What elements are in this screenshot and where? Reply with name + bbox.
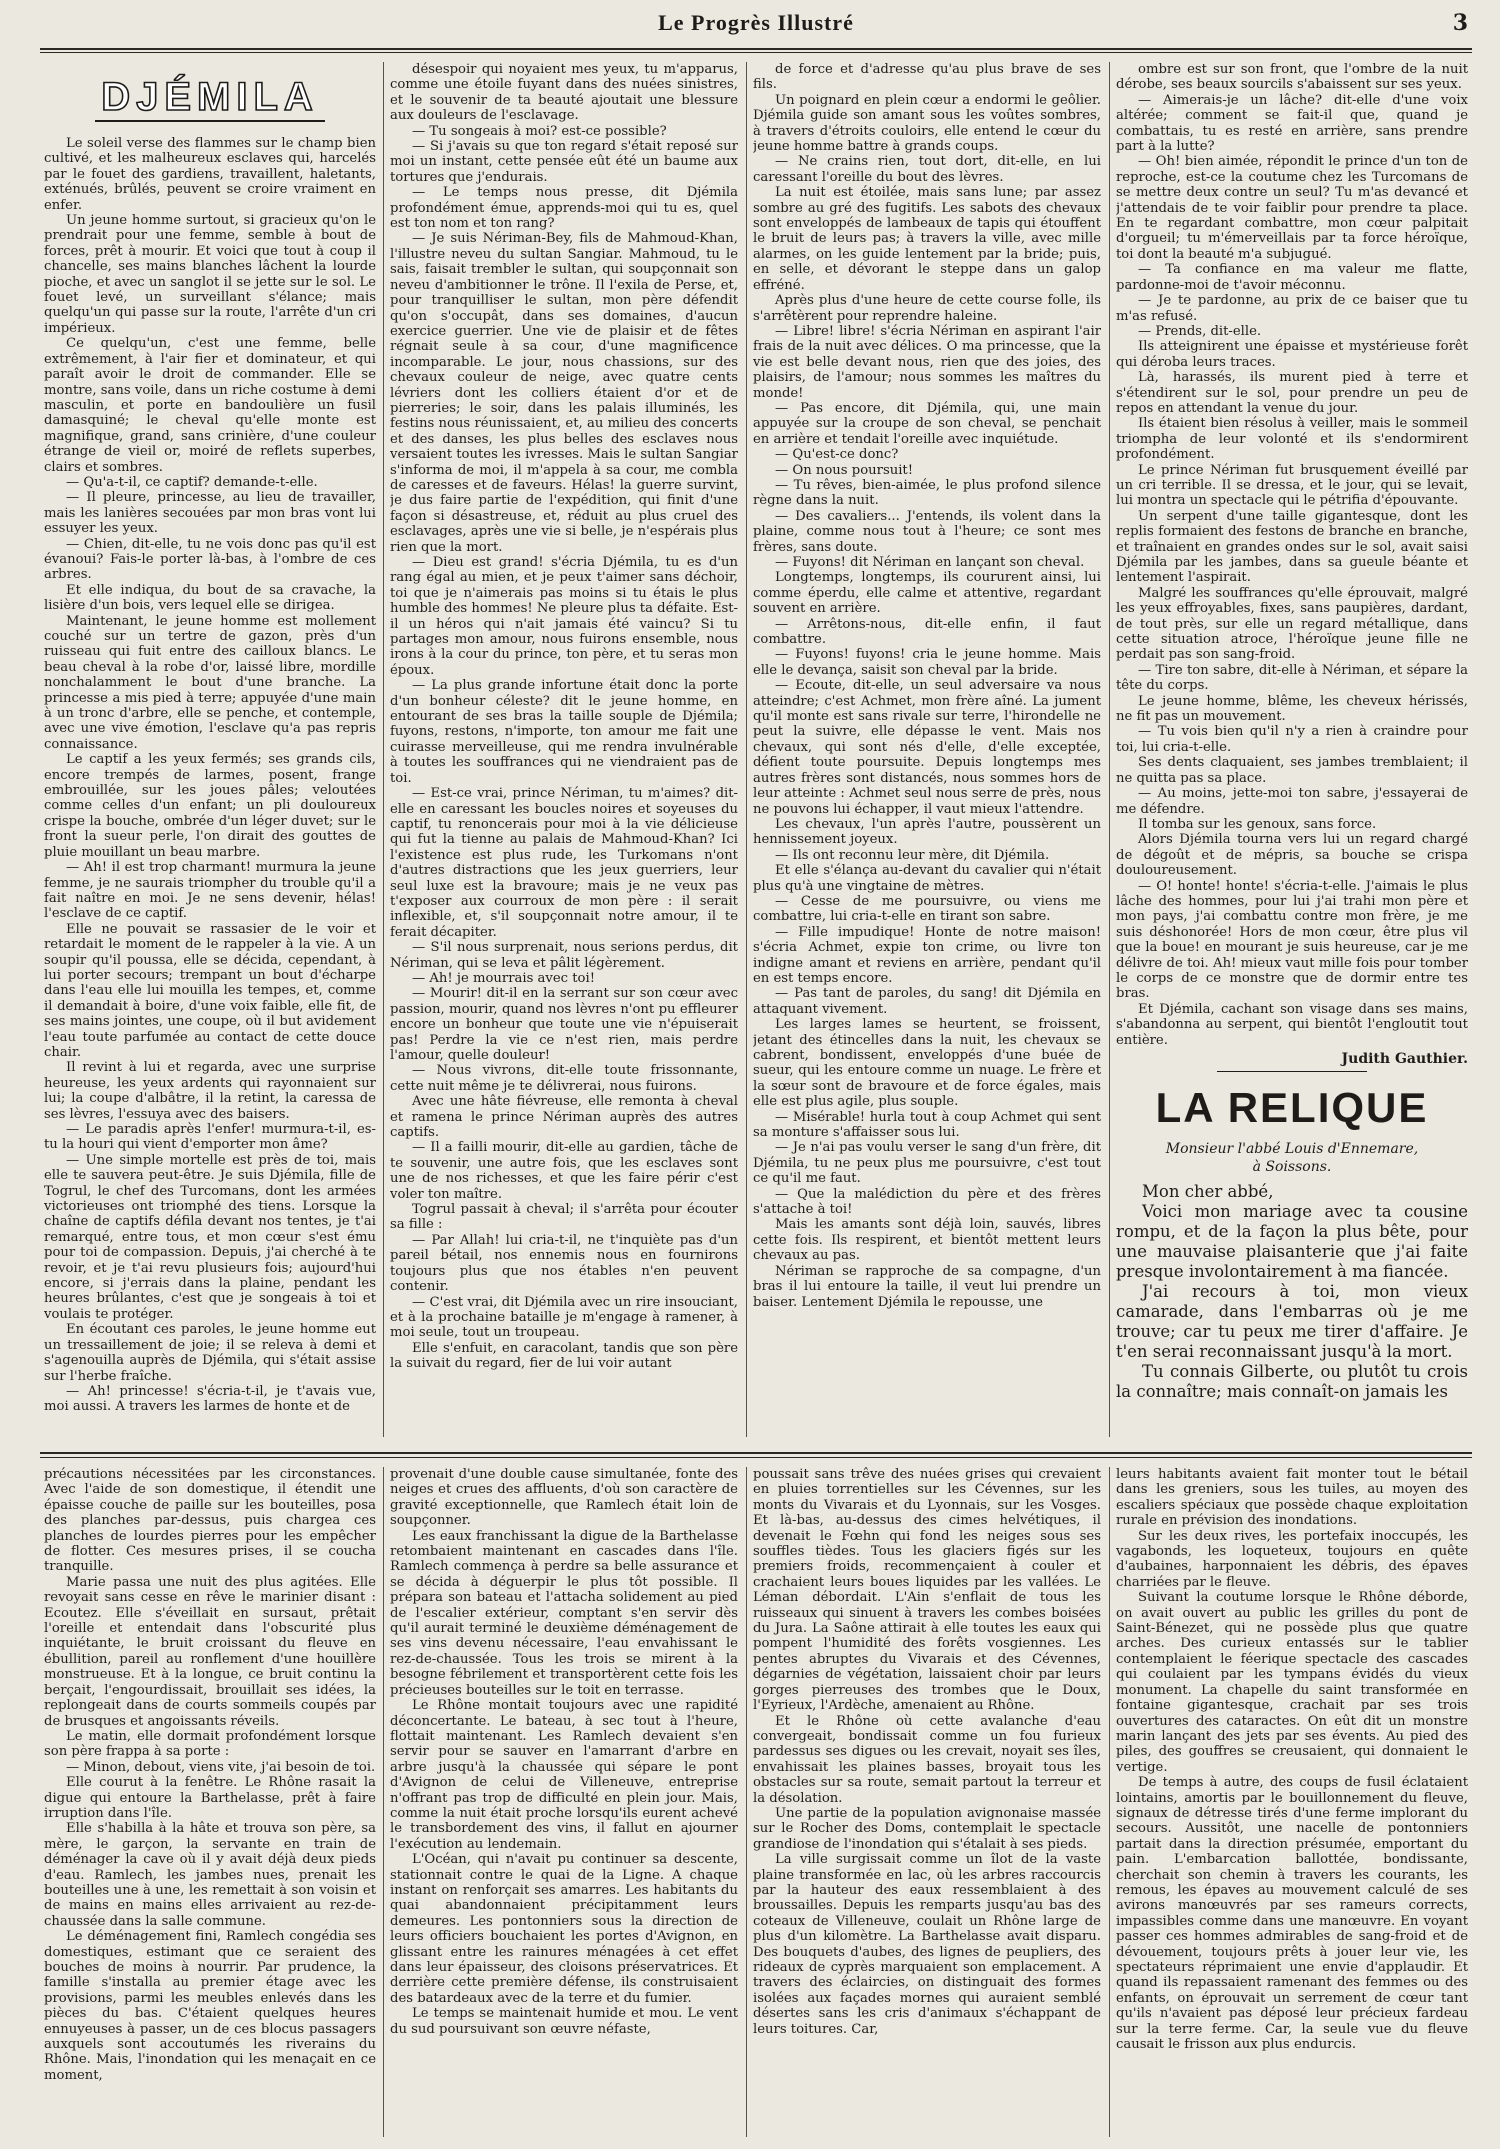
paragraph: Les larges lames se heurtent, se froissent, jetant des étincelles dans la nuit, les chevaux se cabrent, bondissent, enveloppés d'une buée de sueur, qui les entoure comme un nuage. Le frère et la sœur sont de bravoure et de force égales, mais elle est plus agile, plus souple. [753,1017,1101,1110]
paragraph: Mais les amants sont déjà loin, sauvés, libres cette fois. Ils respirent, et bientôt mettent leurs chevaux au pas. [753,1217,1101,1264]
masthead: Le Progrès Illustré [658,10,854,35]
paragraph: — Il pleure, princesse, au lieu de travailler, mais les lanières secouées par mon bras vont lui essuyer les yeux. [44,490,376,537]
header-rule-thin [40,52,1472,53]
paragraph: Le Rhône montait toujours avec une rapidité déconcertante. Le bateau, à sec tout à l'heure, flottait maintenant. Les Ramlech devaient s'en servir pour se sauver en l'amarrant d'arbre en arbre jusqu'à la chaussée qui sépare le pont d'Avignon de celui de Villeneuve, entreprise n'offrant pas trop de difficulté en plein jour. Mais, comme la nuit était proche lorsqu'ils eurent achevé le transbordement des vins, il fallut en ajourner l'exécution au lendemain. [390,1698,738,1852]
paragraph: Et le Rhône où cette avalanche d'eau convergeait, bondissait comme un fou furieux pardessus ses digues ou les crevait, noyait ses îles, envahissait les plaines basses, broyait tous les obstacles sur sa route, semait partout la terreur et la désolation. [753,1713,1101,1806]
paragraph: De temps à autre, des coups de fusil éclataient lointains, amortis par le bouillonnement du fleuve, signaux de détresse tirés d'une ferme implorant du secours. Aussitôt, une nacelle de pontonniers partait dans la direction présumée, emportant du pain. L'embarcation ballottée, bondissante, cherchait son chemin à travers les courants, les remous, les épaves au mouvement calculé de ses avirons manœuvrés par ses rameurs corrects, impassibles comme dans une manœuvre. En voyant passer ces hommes admirables de sang-froid et de dévouement, toujours prêts à jouer leur vie, les spectateurs réprimaient une envie d'applaudir. Et quand ils repassaient ramenant des femmes ou des enfants, on éprouvait un serrement de cœur tant qu'ils n'avaient pas déposé leur précieux fardeau sur la terre ferme. Car, la seule vue du fleuve causait le frisson aux plus endurcis. [1116,1775,1468,2053]
paragraph: — Le temps nous presse, dit Djémila profondément émue, apprends-moi qui tu es, quel est ton nom et ton rang? [390,185,738,232]
paragraph: — Si j'avais su que ton regard s'était reposé sur moi un instant, cette pensée eût été un baume aux tortures que j'endurais. [390,139,738,185]
djemila-column-1 [44,62,376,1437]
paragraph: Après plus d'une heure de cette course folle, ils s'arrêtèrent pour reprendre haleine. [753,293,1101,324]
paragraph: Le prince Nériman fut brusquement éveillé par un cri terrible. Il se dressa, et le jour, qui se levait, lui montra un spectacle qui le pétrifia d'épouvante. [1116,462,1468,509]
signature-divider [1217,1071,1367,1072]
paragraph: La ville surgissait comme un îlot de la vaste plaine transformée en lac, où les arbres raccourcis par la hauteur des eaux ressemblaient à des broussailles. Depuis les remparts jusqu'au bas des coteaux de Villeneuve, coulait un Rhône large de plus d'un kilomètre. La Barthelasse avait disparu. Des bouquets d'aubes, des lignes de peupliers, des rideaux de cyprès marquaient son emplacement. A travers des éclaircies, on distinguait des formes isolées aux façades mornes qui auraient semblé désertes sans les cris d'animaux s'échappant de leurs toitures. Car, [753,1852,1101,2037]
djemila-col3-body [753,62,1101,1310]
paragraph: Il revint à lui et regarda, avec une surprise heureuse, les yeux ardents qui rayonnaient sur lui; la coupe d'albâtre, il la retint, la caressa de ses lèvres, l'essuya avec des baisers. [44,1060,376,1122]
paragraph: — La plus grande infortune était donc la porte d'un bonheur céleste? dit le jeune homme, en entourant de ses bras la taille souple de Djémila; fuyons, restons, n'importe, ton amour me fait une cuirasse merveilleuse, qui me rendra invulnérable à toutes les souffrances qui ne viendraient pas de toi. [390,678,738,786]
paragraph: — Je n'ai pas voulu verser le sang d'un frère, dit Djémila, tu ne peux plus me poursuivre, c'est tout ce qu'il me faut. [753,1140,1101,1187]
paragraph: Malgré les souffrances qu'elle éprouvait, malgré les yeux effroyables, fixes, sans paupières, dardant, de tout près, sur elle un regard métallique, dans cette situation atroce, l'héroïque jeune fille ne perdait pas son sang-froid. [1116,585,1468,663]
paragraph: Avec une hâte fiévreuse, elle remonta à cheval et ramena le prince Nériman auprès des autres captifs. [390,1094,738,1141]
paragraph: — Nous vivrons, dit-elle toute frissonnante, cette nuit même je te délivrerai, nous fuirons. [390,1063,738,1094]
paragraph: En écoutant ces paroles, le jeune homme eut un tressaillement de joie; il se releva à demi et s'agenouilla auprès de Djémila, qui s'était assise sur l'herbe fraîche. [44,1322,376,1384]
paragraph: Togrul passait à cheval; il s'arrêta pour écouter sa fille : [390,1202,738,1233]
paragraph: Voici mon mariage avec ta cousine rompu, et de la façon la plus bête, pour une mauvaise plaisanterie que j'ai faite presque involontairement à ma fiancée. [1116,1202,1468,1282]
paragraph: — C'est vrai, dit Djémila avec un rire insouciant, et à la prochaine bataille je m'engage à ramener, à moi seule, tout un troupeau. [390,1294,738,1341]
paragraph: — Oh! bien aimée, répondit le prince d'un ton de reproche, est-ce la coutume chez les Turcomans de se mettre deux contre un seul? Tu m'as devancé et j'attendais de te voir faiblir pour prendre ta place. En te regardant combattre, mon cœur palpitait d'orgueil; tu m'émerveillais par ta force héroïque, toi dont la beauté m'a subjugué. [1116,154,1468,262]
paragraph: Marie passa une nuit des plus agitées. Elle revoyait sans cesse en rêve le marinier disant : Ecoutez. Elle s'éveillait en sursaut, prêtait l'oreille et entendait dans l'obscurité plus inquiétante, le bruit croissant du fleuve en ébullition, pareil au ronflement d'une houillère monstrueuse. Et à la longue, ce bruit continu la berçait, l'engourdissait, brouillait ses idées, la replongeait dans de courts sommeils coupés par de brusques et angoissants réveils. [44,1574,376,1729]
paragraph: Et elle indiqua, du bout de sa cravache, la lisière d'un bois, vers lequel elle se dirigea. [44,582,376,614]
paragraph: Un jeune homme surtout, si gracieux qu'on le prendrait pour une femme, semble à bout de forces, prêt à mourir. Et voici que tout à coup il chancelle, ses mains blanches lâchent la lourde pioche, et avec un sanglot il se jette sur le sol. Le fouet levé, un surveillant s'élance; mais quelqu'un qui passe sur la route, l'arrête d'un cri impérieux. [44,213,376,336]
flood-col1-body [44,1467,376,2083]
paragraph: Sur les deux rives, les portefaix inoccupés, les vagabonds, les loqueteux, toujours en quête d'aubaines, harponnaient les débris, des épaves charriées par le fleuve. [1116,1528,1468,1590]
flood-column-1 [44,1467,376,2137]
column-divider [746,62,747,1437]
page-header [40,8,1472,44]
dedication-line-2: à Soissons. [1252,1159,1332,1176]
paragraph: — Que la malédiction du père et des frères s'attache à toi! [753,1186,1101,1218]
paragraph: Une partie de la population avignonaise massée sur le Rocher des Doms, contemplait le spectacle grandiose de l'inondation qui s'étalait à ses pieds. [753,1805,1101,1852]
paragraph: — Chien, dit-elle, tu ne vois donc pas qu'il est évanoui? Fais-le porter là-bas, à l'ombre de ces arbres. [44,536,376,583]
djemila-column-4 [1116,62,1468,1437]
paragraph: — Prends, dit-elle. [1138,323,1262,339]
flood-column-2 [390,1467,738,2137]
paragraph: — Mourir! dit-il en la serrant sur son cœur avec passion, mourir, quand nos lèvres n'ont pu effleurer encore un bonheur que toute une vie n'épuiserait pas! Perdre la vie ce n'est rien, mais perdre l'amour, quelle douleur! [390,986,738,1063]
paragraph: — Ils ont reconnu leur mère, dit Djémila. [775,847,1050,863]
paragraph: de force et d'adresse qu'au plus brave de ses fils. [753,62,1101,93]
paragraph: ombre est sur son front, que l'ombre de la nuit dérobe, ses beaux sourcils s'abaissent sur ses yeux. [1116,62,1468,93]
relique-title: LA RELIQUE [1155,1084,1429,1132]
flood-col4-body [1116,1467,1468,2052]
paragraph: Alors Djémila tourna vers lui un regard chargé de dégoût et de mépris, sa bouche se crispa douloureusement. [1116,832,1468,879]
paragraph: — Au moins, jette-moi ton sabre, j'essayerai de me défendre. [1116,786,1468,817]
paragraph: — Cesse de me poursuivre, ou viens me combattre, lui cria-t-elle en tirant son sabre. [753,893,1101,925]
paragraph: — S'il nous surprenait, nous serions perdus, dit Nériman, qui se leva et pâlit légèrement. [390,940,738,971]
author-signature: Judith Gauthier. [1341,1051,1468,1067]
paragraph: Il tomba sur les genoux, sans force. [1138,816,1377,832]
paragraph: — Dieu est grand! s'écria Djémila, tu es d'un rang égal au mien, et je peux t'aimer sans déchoir, toi que je n'aimerais pas moins si tu étais le plus humble des hommes! Ne pleure plus ta défaite. Est-il un héros qui n'ait jamais été vaincu? Si tu partages mon amour, nous fuirons ensemble, nous irons à la cour du prince, ton père, et tu seras mon époux. [390,555,738,678]
djemila-col4-body [1116,62,1468,1048]
paragraph: — Une simple mortelle est près de toi, mais elle te sauvera peut-être. Je suis Djémila, fille de Togrul, le chef des Turcomans, dont les armées victorieuses ont triomphé des tiens. Lorsque la chaîne de captifs défila devant nos tentes, je t'ai remarqué, entre tous, et mon cœur s'est ému pour toi de compassion. Depuis, j'ai cherché à te revoir, et je t'ai revu plusieurs fois; aujourd'hui encore, si j'errais dans la plaine, pendant les heures brûlantes, c'est que je songeais à toi et voulais te protéger. [44,1152,376,1322]
paragraph: — Le paradis après l'enfer! murmura-t-il, es-tu la houri qui vient d'emporter mon âme? [44,1122,376,1153]
paragraph: Mon cher abbé, [1142,1182,1274,1202]
paragraph: — Pas encore, dit Djémila, qui, une main appuyée sur la croupe de son cheval, se penchait en arrière et tendait l'oreille avec inquiétude. [753,400,1101,447]
column-divider [1109,62,1110,1437]
paragraph: Le jeune homme, blême, les cheveux hérissés, ne fit pas un mouvement. [1116,693,1468,725]
flood-col2-body [390,1467,738,2037]
paragraph: Ils atteignirent une épaisse et mystérieuse forêt qui déroba leurs traces. [1116,339,1468,370]
paragraph: Ses dents claquaient, ses jambes tremblaient; il ne quitta pas sa place. [1116,755,1468,786]
paragraph: Le déménagement fini, Ramlech congédia ses domestiques, estimant que ce seraient des bouches de moins à nourrir. Par prudence, la famille s'installa au premier étage avec les provisions, parmi les meubles enlevés dans les pièces du bas. C'étaient quelques heures ennuyeuses à passer, un de ces blocus passagers auxquels sont accoutumés les riverains du Rhône. Mais, l'inondation qui les menaçait en ce moment, [44,1929,376,2083]
paragraph: J'ai recours à toi, mon vieux camarade, dans l'embarras où je me trouve; car tu peux me tirer d'affaire. Je t'en serai reconnaissant jusqu'à la mort. [1116,1282,1468,1362]
paragraph: Le soleil verse des flammes sur le champ bien cultivé, et les malheureux esclaves qui, harcelés par le fouet des gardiens, travaillent, haletants, exténués, brûlés, peuvent se croire vraiment en enfer. [44,136,376,213]
djemila-title: DJÉMILA [44,74,376,122]
djemila-column-3 [753,62,1101,1437]
paragraph: — Tu rêves, bien-aimée, le plus profond silence règne dans la nuit. [753,477,1101,509]
paragraph: — Ta confiance en ma valeur me flatte, pardonne-moi de t'avoir méconnu. [1116,262,1468,293]
paragraph: — Tu vois bien qu'il n'y a rien à craindre pour toi, lui cria-t-elle. [1116,724,1468,755]
paragraph: Ce quelqu'un, c'est une femme, belle extrêmement, à l'air fier et dominateur, et qui paraît avoir le droit de commander. Elle se montre, sans voile, dans un riche costume à demi masculin, et porte en bandoulière un fusil damasquiné; le cheval qu'elle monte est magnifique, grand, sans crinière, d'une couleur étrange de vieil or, moiré de reflets superbes, clairs et sombres. [44,336,376,475]
paragraph: L'Océan, qui n'avait pu continuer sa descente, stationnait contre le quai de la Ligne. A chaque instant on renforçait ses amarres. Les habitants du quai abandonnaient précipitamment leurs demeures. Les pontonniers sous la direction de leurs officiers bouchaient les portes d'Avignon, en glissant entre les rainures ménagées à cet effet dans leur épaisseur, des cloisons préservatrices. Et derrière cette première défense, ils construisaient des batardeaux avec de la terre et du fumier. [390,1852,738,2006]
djemila-col1-body [44,136,376,1415]
paragraph: — On nous poursuit! [775,462,914,478]
column-divider [383,1467,384,2137]
paragraph: poussait sans trêve des nuées grises qui crevaient en pluies torrentielles sur les Cévennes, sur les monts du Vivarais et du Lyonnais, sur les Vosges. Et là-bas, au-dessus des cimes helvétiques, il devenait le Fœhn qui fond les neiges sous ses souffles tièdes. Tous les glaciers figés sur les premiers froids, recommençaient à couler et crachaient leurs boues liquides par les vallées. Le Léman débordait. L'Ain s'enflait de tous les ruisseaux qui sinuent à travers les combes boisées du Jura. La Saône attirait à elle toutes les eaux qui pompent l'humidité des forêts vosgiennes. Les pentes abruptes du Vivarais et des Cévennes, dégarnies de végétation, laissaient choir par leurs gorges pierreuses des trombes que le Doux, l'Eyrieux, l'Ardèche, amenaient au Rhône. [753,1467,1101,1714]
paragraph: désespoir qui noyaient mes yeux, tu m'apparus, comme une étoile fuyant dans des nuées sinistres, et le souvenir de ta beauté ajoutait une blessure aux douleurs de l'esclavage. [390,62,738,124]
paragraph: provenait d'une double cause simultanée, fonte des neiges et crues des affluents, d'où son caractère de gravité exceptionnelle, que Ramlech était loin de soupçonner. [390,1467,738,1529]
column-divider [383,62,384,1437]
paragraph: — Des cavaliers... J'entends, ils volent dans la plaine, comme nous tout à l'heure; ce sont mes frères, sans doute. [753,508,1101,555]
paragraph: Ils étaient bien résolus à veiller, mais le sommeil triompha de leur volonté et ils s'endormirent profondément. [1116,416,1468,463]
flood-column-4 [1116,1467,1468,2137]
djemila-col2-body [390,62,738,1372]
paragraph: Tu connais Gilberte, ou plutôt tu crois la connaître; mais connaît-on jamais les [1116,1362,1468,1402]
header-rule [40,48,1472,50]
relique-body [1116,1182,1468,1402]
paragraph: Là, harassés, ils murent pied à terre et s'étendirent sur le sol, pour prendre un peu de repos en attendant la venue du jour. [1116,370,1468,416]
paragraph: Et Djémila, cachant son visage dans ses mains, s'abandonna au serpent, qui bientôt l'engloutit tout entière. [1116,1001,1468,1048]
paragraph: — Il a failli mourir, dit-elle au gardien, tâche de te souvenir, une autre fois, que les esclaves sont une de nos richesses, et que les faire périr c'est voler ton maître. [390,1140,738,1202]
paragraph: Elle ne pouvait se rassasier de le voir et retardait le moment de le rappeler à la vie. A un soupir qu'il poussa, elle se décida, cependant, à lui porter secours; trempant un bout d'écharpe dans l'eau elle lui mouilla les tempes, et, comme il demandait à boire, d'une voix faible, elle fit, de ses mains jointes, une coupe, où il but avidement l'eau toute parfumée au contact de cette douce chair. [44,921,376,1060]
paragraph: Le captif a les yeux fermés; ses grands cils, encore trempés de larmes, posent, frange embrouillée, sur les joues pâles; veloutées comme celles d'un enfant; un pli douloureux crispe la bouche, ombrée d'un léger duvet; sur le front la sueur perle, l'on dirait des gouttes de pluie mouillant un beau marbre. [44,752,376,860]
paragraph: — Ecoute, dit-elle, un seul adversaire va nous atteindre; c'est Achmet, mon frère aîné. La jument qu'il monte est sans rivale sur terre, l'hirondelle ne peut la suivre, elle dépasse le vent. Mais nos chevaux, qui sont nés d'elle, d'elle exceptée, défient toute poursuite. Depuis longtemps mes autres frères sont distancés, nous sommes hors de leur atteinte : Achmet seul nous serre de près, nous ne pouvons lui échapper, il vaut mieux l'attendre. [753,678,1101,817]
dedication-line-1: Monsieur l'abbé Louis d'Ennemare, [1165,1141,1419,1158]
djemila-column-2 [390,62,738,1437]
paragraph: — Tu songeais à moi? est-ce possible? [412,123,667,139]
paragraph: Longtemps, longtemps, ils coururent ainsi, lui comme éperdu, elle calme et attentive, regardant souvent en arrière. [753,570,1101,617]
paragraph: — Est-ce vrai, prince Nériman, tu m'aimes? dit-elle en caressant les boucles noires et soyeuses du captif, tu renoncerais pour moi à la vie délicieuse qui fut la tienne au palais de Mahmoud-Khan? Ici l'existence est plus rude, les Turkomans n'ont d'autres distractions que les jeux guerriers, leur seul luxe est la bravoure; mais je ne veux pas t'exposer aux courroux de mon père : il serait inflexible, et, s'il soupçonnait notre amour, il te ferait décapiter. [390,786,738,940]
relique-dedication [1116,1140,1468,1176]
paragraph: — Ah! princesse! s'écria-t-il, je t'avais vue, moi aussi. A travers les larmes de honte et de [44,1383,376,1415]
paragraph: Les chevaux, l'un après l'autre, poussèrent un hennissement joyeux. [753,816,1101,848]
page-number: 3 [1452,10,1468,36]
paragraph: Un poignard en plein cœur a endormi le geôlier. Djémila guide son amant sous les voûtes sombres, à travers d'étroits couloirs, elle entend le cœur du jeune homme battre à grands coups. [753,92,1101,155]
column-divider [1109,1467,1110,2137]
paragraph: — Qu'a-t-il, ce captif? demande-t-elle. [66,474,318,490]
paragraph: — Fuyons! dit Nériman en lançant son cheval. [775,555,1085,570]
paragraph: — Fuyons! fuyons! cria le jeune homme. Mais elle le devança, saisit son cheval par la bride. [753,647,1101,678]
paragraph: — O! honte! honte! s'écria-t-elle. J'aimais le plus lâche des hommes, pour lui j'ai trahi mon père et mon pays, j'ai combattu contre mon frère, je me suis déshonorée! Hors de mon cœur, être plus vil que la boue! en mourant je suis heureuse, car je me délivre de toi. Ah! mieux vaut mille fois pour tomber le corps de ce monstre que de dormir entre tes bras. [1116,878,1468,1002]
paragraph: Suivant la coutume lorsque le Rhône déborde, on avait ouvert au public les grilles du pont de Saint-Bénezet, qui ne possède plus que quatre arches. Des curieux entassés sur le tablier contemplaient le féerique spectacle des cascades qui coulaient par les tympans évidés du vieux monument. La chapelle du saint transformée en fontaine gigantesque, crachait par ses trois ouvertures des cataractes. On eût dit un monstre marin lançant des jets par ses évents. Au pied des piles, des gouffres se creusaient, qui donnaient le vertige. [1116,1590,1468,1775]
paragraph: — Pas tant de paroles, du sang! dit Djémila en attaquant vivement. [753,986,1101,1017]
paragraph: — Je suis Nériman-Bey, fils de Mahmoud-Khan, l'illustre neveu du sultan Sangiar. Mahmoud, tu le sais, faisait trembler le sultan, qui soupçonnait son neveu d'ambitionner le trône. Il l'exila de Perse, et, pour tranquilliser le sultan, mon père défendit qu'on s'occupât, dans ses domaines, d'aucun exercice guerrier. Une vie de plaisir et de fêtes régnait seule à sa cour, d'une magnificence incomparable. Le jour, nous chassions, sur des chevaux couleur de neige, avec quatre cents lévriers dont les colliers étaient d'or et de pierreries; le soir, dans les palais illuminés, les festins nous réunissaient, et, au milieu des concerts et des danses, les plus belles des esclaves nous versaient toutes les ivresses. Mais le sultan Sangiar s'informa de moi, il m'appela à sa cour, me combla de caresses et de faveurs. Hélas! la guerre survint, je dus faire partie de l'expédition, qui finit d'une façon si désastreuse, et, réduit au plus cruel des esclavages, après une vie si belle, je n'espérais plus rien que la mort. [390,231,738,555]
paragraph: Et elle s'élança au-devant du cavalier qui n'était plus qu'à une vingtaine de mètres. [753,863,1101,894]
paragraph: — Ne crains rien, tout dort, dit-elle, en lui caressant l'oreille du bout des lèvres. [753,154,1101,185]
paragraph: — Misérable! hurla tout à coup Achmet qui sent sa monture s'affaisser sous lui. [753,1109,1101,1141]
paragraph: La nuit est étoilée, mais sans lune; par assez sombre au gré des fugitifs. Les sabots des chevaux sont enveloppés de lambeaux de tapis qui étouffent le bruit de leurs pas; à travers la ville, avec mille alarmes, on les guide lentement par la bride; puis, en selle, et dévorant le steppe dans un galop effréné. [753,185,1101,293]
paragraph: Elle courut à la fenêtre. Le Rhône rasait la digue qui entoure la Barthelasse, prêt à faire irruption dans l'île. [44,1775,376,1821]
paragraph: Elle s'enfuit, en caracolant, tandis que son père la suivait du regard, fier de lui voir autant [390,1340,738,1372]
paragraph: — Je te pardonne, au prix de ce baiser que tu m'as refusé. [1116,293,1468,324]
paragraph: — Arrêtons-nous, dit-elle enfin, il faut combattre. [753,616,1101,648]
paragraph: Le temps se maintenait humide et mou. Le vent du sud poursuivant son œuvre néfaste, [390,2006,738,2037]
paragraph: Les eaux franchissant la digue de la Barthelasse retombaient maintenant en cascades dans l'île. Ramlech commença à perdre sa belle assurance et se décida à déguerpir le plus tôt possible. Il prépara son bateau et l'attacha solidement au pied de l'escalier extérieur, comptant s'en servir dès qu'il aurait terminé le deuxième déménagement de ses vins devenu nécessaire, l'eau envahissant le rez-de-chaussée. Tous les trois se mirent à la besogne fébrilement et transportèrent cette fois les précieuses bouteilles sur le toit en terrasse. [390,1528,738,1698]
paragraph: Maintenant, le jeune homme est mollement couché sur un tertre de gazon, près d'un ruisseau qui fuit entre des cailloux blancs. Le beau cheval à la robe d'or, laissé libre, mordille nonchalamment le bout d'une branche. La princesse a mis pied à terre; appuyée d'une main à un tronc d'arbre, elle se penche, et contemple, avec une vive émotion, l'esclave qu'a pas repris connaissance. [44,613,376,752]
section-rule-thin [40,1457,1472,1458]
flood-column-3 [753,1467,1101,2137]
paragraph: — Qu'est-ce donc? [775,447,899,463]
paragraph: — Libre! libre! s'écria Nériman en aspirant l'air frais de la nuit avec délices. O ma princesse, que la vie est belle devant nous, rien que des joies, des plaisirs, de l'amour; nous sommes les maîtres du monde! [753,323,1101,401]
paragraph: — Ah! je mourrais avec toi! [412,970,596,986]
paragraph: leurs habitants avaient fait monter tout le bétail dans les greniers, sous les tuiles, au moyen des escaliers spéciaux que possède chaque exploitation rurale en prévision des inondations. [1116,1467,1468,1529]
paragraph: — Minon, debout, viens vite, j'ai besoin de toi. [66,1759,376,1775]
paragraph: — Par Allah! lui cria-t-il, ne t'inquiète pas d'un pareil bétail, nos ennemis nous en fournirons toujours plus que nos étables n'en peuvent contenir. [390,1232,738,1295]
paragraph: — Tire ton sabre, dit-elle à Nériman, et sépare la tête du corps. [1116,662,1468,694]
paragraph: Le matin, elle dormait profondément lorsque son père frappa à sa porte : [44,1728,376,1760]
paragraph: — Aimerais-je un lâche? dit-elle d'une voix altérée; comment se fait-il que, quand je combattais, tu es resté en arrière, sans prendre part à la lutte? [1116,92,1468,155]
paragraph: Nériman se rapproche de sa compagne, d'un bras il lui entoure la taille, il veut lui prendre un baiser. Lentement Djémila le repousse, une [753,1263,1101,1310]
paragraph: — Fille impudique! Honte de notre maison! s'écria Achmet, expie ton crime, ou livre ton indigne amant et reviens en arrière, pendant qu'il en est temps encore. [753,924,1101,986]
column-divider [746,1467,747,2137]
section-rule [40,1452,1472,1454]
paragraph: précautions nécessitées par les circonstances. Avec l'aide de son domestique, il étendit une épaisse couche de paille sur les bouteilles, posa des planches par-dessus, puis chargea ces planches de lourdes pierres pour les empêcher de flotter. Ces mesures prises, il se coucha tranquille. [44,1467,376,1575]
paragraph: Un serpent d'une taille gigantesque, dont les replis formaient des festons de branche en branche, et traînaient en grandes ondes sur le sol, avait saisi Djémila par les jambes, dans sa gueule béante et lentement l'aspirait. [1116,508,1468,586]
paragraph: Elle s'habilla à la hâte et trouva son père, sa mère, le garçon, la servante en train de déménager la cave où il y avait déjà deux pieds d'eau. Ramlech, les jambes nues, prenait les bouteilles une à une, les remettait à son voisin et de mains en mains elles arrivaient au rez-de-chaussée dans la salle commune. [44,1821,376,1929]
paragraph: — Ah! il est trop charmant! murmura la jeune femme, je ne saurais triompher du trouble qu'il a fait naître en moi. Je ne sens devenir, hélas! l'esclave de ce captif. [44,860,376,922]
flood-col3-body [753,1467,1101,2037]
